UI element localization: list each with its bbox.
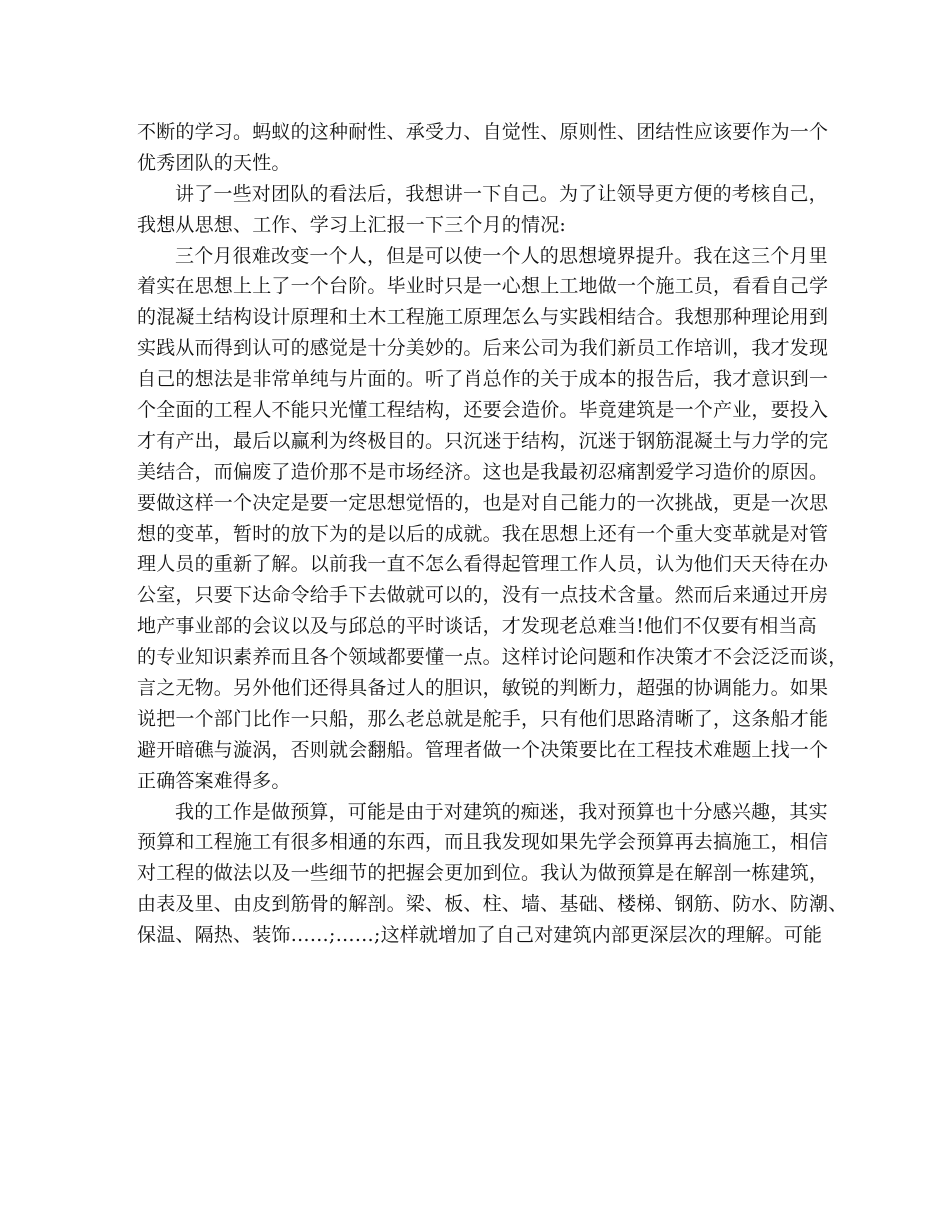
text-line: 三个月很难改变一个人，但是可以使一个人的思想境界提升。我在这三个月里 <box>175 244 828 267</box>
text-line: 地产事业部的会议以及与邱总的平时谈话，才发现老总难当!他们不仅要有相当高 <box>137 615 817 638</box>
text-line: 保温、隔热、装饰……;……;这样就增加了自己对建筑内部更深层次的理解。可能 <box>137 924 823 947</box>
text-line: 说把一个部门比作一只船，那么老总就是舵手，只有他们思路清晰了，这条船才能 <box>137 707 829 730</box>
text-line: 由表及里、由皮到筋骨的解剖。梁、板、柱、墙、基础、楼梯、钢筋、防水、防潮、 <box>137 893 848 916</box>
text-line: 不断的学习。蚂蚁的这种耐性、承受力、自觉性、原则性、团结性应该要作为一个 <box>137 121 829 143</box>
text-line: 理人员的重新了解。以前我一直不怎么看得起管理工作人员，认为他们天天待在办 <box>137 553 829 576</box>
text-line: 对工程的做法以及一些细节的把握会更加到位。我认为做预算是在解剖一栋建筑， <box>137 862 829 885</box>
text-line: 着实在思想上上了一个台阶。毕业时只是一心想上工地做一个施工员，看看自己学 <box>137 275 829 298</box>
text-line: 我想从思想、工作、学习上汇报一下三个月的情况: <box>137 213 567 236</box>
text-line: 个全面的工程人不能只光懂工程结构，还要会造价。毕竟建筑是一个产业，要投入 <box>137 399 829 422</box>
document-body <box>137 117 848 951</box>
text-line: 想的变革，暂时的放下为的是以后的成就。我在思想上还有一个重大变革就是对管 <box>137 522 829 545</box>
text-line: 美结合，而偏废了造价那不是市场经济。这也是我最初忍痛割爱学习造价的原因。 <box>137 460 829 483</box>
text-line: 言之无物。另外他们还得具备过人的胆识，敏锐的判断力，超强的协调能力。如果 <box>137 677 829 700</box>
text-line: 我的工作是做预算，可能是由于对建筑的痴迷，我对预算也十分感兴趣，其实 <box>175 800 828 823</box>
text-line: 自己的想法是非常单纯与片面的。听了肖总作的关于成本的报告后，我才意识到一 <box>137 368 829 391</box>
text-line: 的专业知识素养而且各个领域都要懂一点。这样讨论问题和作决策才不会泛泛而谈， <box>137 646 848 669</box>
text-line: 讲了一些对团队的看法后，我想讲一下自己。为了让领导更方便的考核自己， <box>175 182 828 205</box>
text-line: 预算和工程施工有很多相通的东西，而且我发现如果先学会预算再去搞施工，相信 <box>137 831 829 854</box>
text-line: 要做这样一个决定是要一定思想觉悟的，也是对自己能力的一次挑战，更是一次思 <box>137 491 829 514</box>
text-line: 正确答案难得多。 <box>137 769 291 792</box>
text-line: 才有产出，最后以赢利为终极目的。只沉迷于结构，沉迷于钢筋混凝土与力学的完 <box>137 429 829 452</box>
text-line: 公室，只要下达命令给手下去做就可以的，没有一点技术含量。然而后来通过开房 <box>137 584 829 607</box>
text-line: 实践从而得到认可的感觉是十分美妙的。后来公司为我们新员工作培训，我才发现 <box>137 337 829 360</box>
text-line: 的混凝土结构设计原理和土木工程施工原理怎么与实践相结合。我想那种理论用到 <box>137 306 829 329</box>
text-line: 避开暗礁与漩涡，否则就会翻船。管理者做一个决策要比在工程技术难题上找一个 <box>137 738 829 761</box>
text-line: 优秀团队的天性。 <box>137 151 291 174</box>
